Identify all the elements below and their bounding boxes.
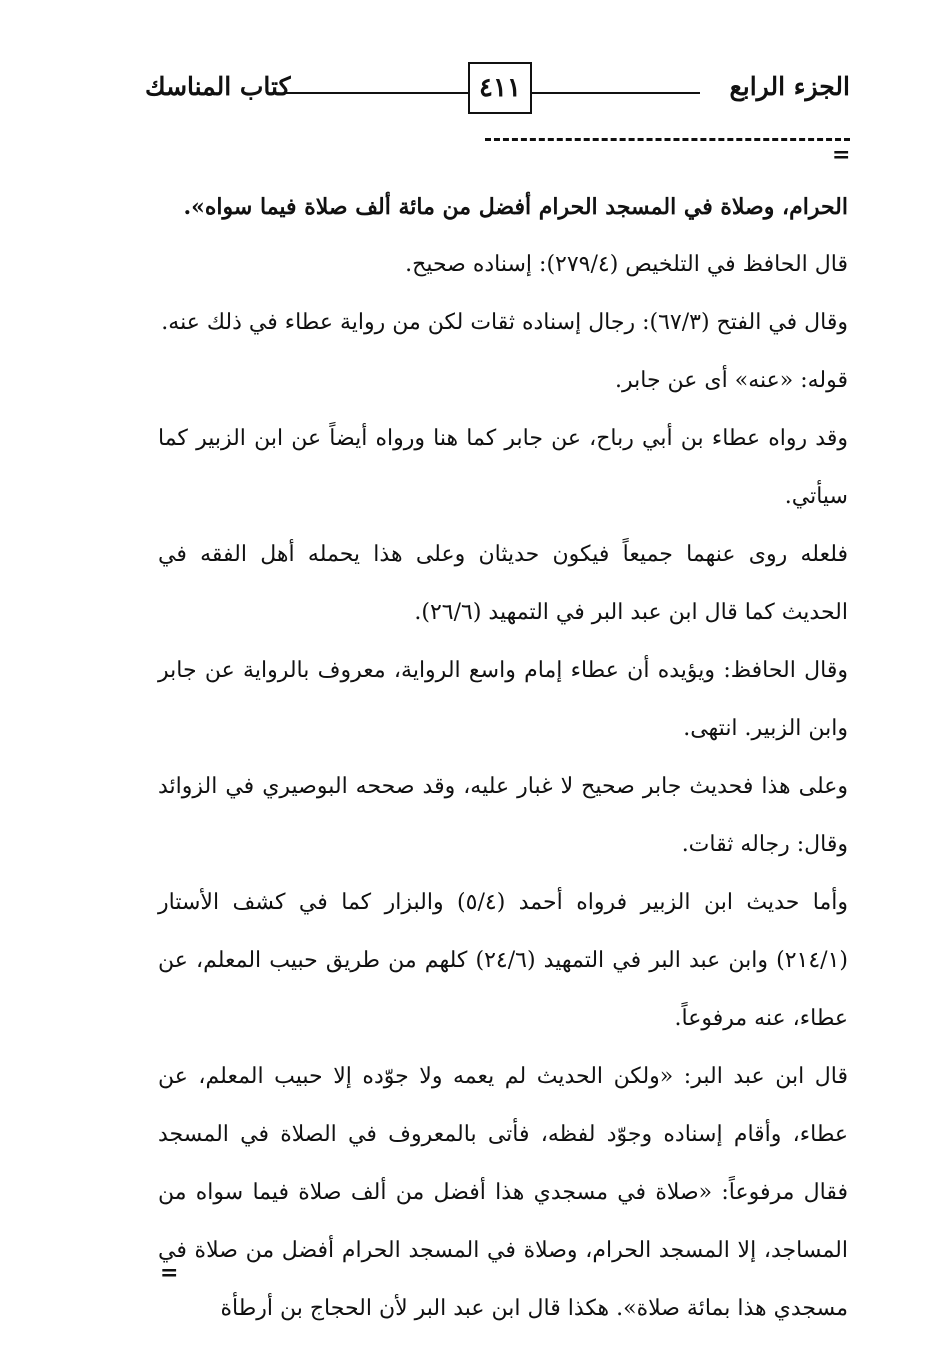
paragraph: فلعله روى عنهما جميعاً فيكون حديثان وعلى هذا يحمله أهل الفقه في الحديث كما قال ابن عبد البر في التمهيد (٢٦/٦). [158,542,848,625]
paragraph: قال الحافظ في التلخيص (٢٧٩/٤): إسناده صحيح. [405,252,848,277]
book-title: كتاب المناسك [145,72,291,101]
paragraph: قوله: «عنه» أى عن جابر. [614,368,848,393]
paragraph: وقال الحافظ: ويؤيده أن عطاء إمام واسع الرواية، معروف بالرواية عن جابر وابن الزبير. انتهى. [158,658,848,741]
page-number-box [468,62,532,114]
footnote-divider [485,138,850,141]
paragraph: وعلى هذا فحديث جابر صحيح لا غبار عليه، وقد صححه البوصيري في الزوائد وقال: رجاله ثقات. [158,774,848,857]
separator-mark-bottom: = [160,1260,179,1286]
volume-title: الجزء الرابع [729,72,850,101]
header-rule-right [530,92,700,94]
body-text [158,178,848,1338]
paragraph: وأما حديث ابن الزبير فرواه أحمد (٥/٤) والبزار كما في كشف الأستار (٢١٤/١) وابن عبد البر في التمهيد (٢٤/٦) كلهم من طريق حبيب المعلم، عن عطاء، عنه مرفوعاً. [158,890,848,1031]
page-header [145,62,850,122]
separator-mark-top: = [832,142,851,168]
paragraph: قال ابن عبد البر: «ولكن الحديث لم يعمه ولا جوّده إلا حبيب المعلم، عن عطاء، وأقام إسناده وجوّد لفظه، فأتى بالمعروف في الصلاة في المسجد فقال مرفوعاً: «صلاة في مسجدي هذا أفضل من ألف صلاة فيما سواه من المساجد، إلا المسجد الحرام، وصلاة في المسجد الحرام أفضل من صلاة في مسجدي هذا بمائة صلاة». هكذا قال ابن عبد البر لأن الحجاج بن أرطأة [158,1064,848,1321]
paragraph: وقد رواه عطاء بن أبي رباح، عن جابر كما هنا ورواه أيضاً عن ابن الزبير كما سيأتي. [158,426,848,509]
paragraph: وقال في الفتح (٦٧/٣): رجال إسناده ثقات لكن من رواية عطاء في ذلك عنه. [161,310,848,335]
header-rule-left [285,92,470,94]
paragraph: الحرام، وصلاة في المسجد الحرام أفضل من مائة ألف صلاة فيما سواه». [183,194,848,220]
page-number: ٤١١ [479,73,521,103]
